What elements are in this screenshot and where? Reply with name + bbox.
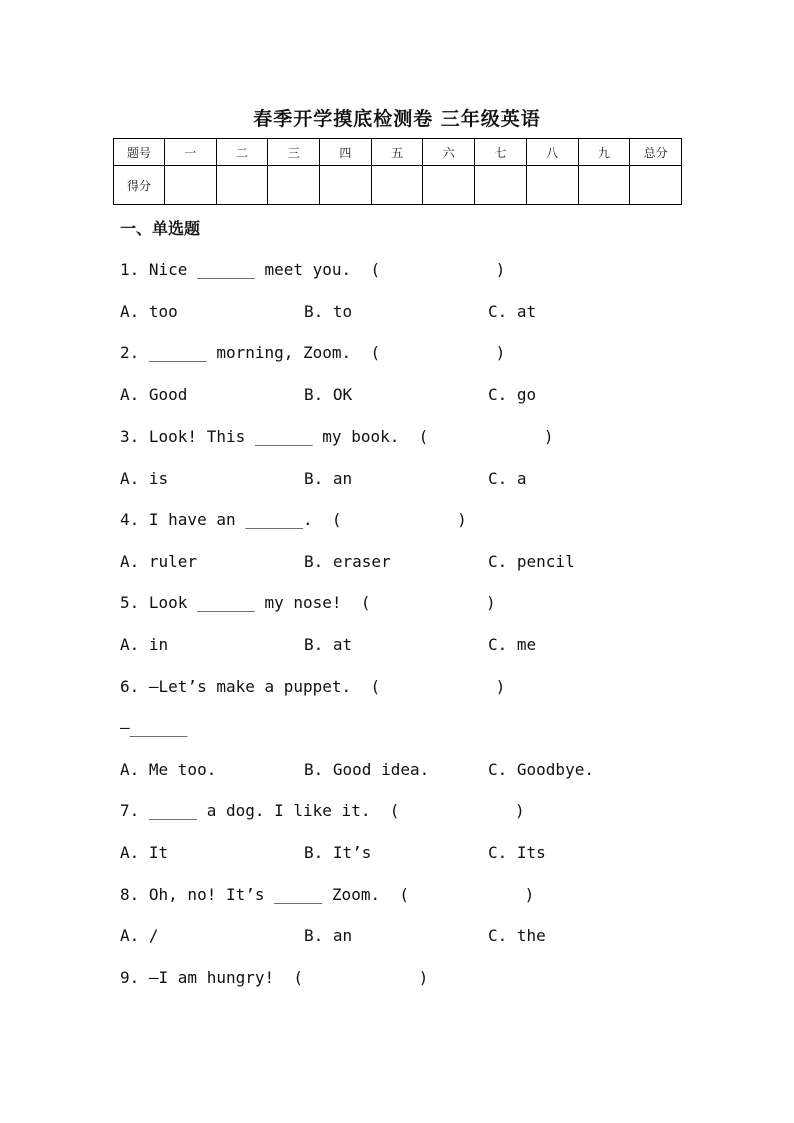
score-input-cell[interactable] <box>475 166 527 205</box>
question-3: 3. Look! This ______ my book. ( ) <box>120 427 554 446</box>
option-b: B. Good idea. <box>304 760 430 779</box>
score-table-cell: 题号 <box>114 139 165 166</box>
question-1: 1. Nice ______ meet you. ( ) <box>120 260 506 279</box>
option-b: B. OK <box>304 385 353 404</box>
option-c: C. Its <box>488 843 546 862</box>
question-5: 5. Look ______ my nose! ( ) <box>120 593 496 612</box>
score-table-cell: 一 <box>165 139 217 166</box>
option-b: B. to <box>304 302 353 321</box>
option-c: C. at <box>488 302 537 321</box>
score-input-cell[interactable] <box>320 166 372 205</box>
score-table-cell: 得分 <box>114 166 165 205</box>
option-a: A. / <box>120 926 159 945</box>
score-table-cell: 九 <box>578 139 630 166</box>
option-a: A. Good <box>120 385 188 404</box>
option-b: B. at <box>304 635 353 654</box>
option-b: B. an <box>304 469 353 488</box>
score-input-cell[interactable] <box>630 166 682 205</box>
question-2: 2. ______ morning, Zoom. ( ) <box>120 343 506 362</box>
option-a: A. is <box>120 469 169 488</box>
score-table-cell: 八 <box>526 139 578 166</box>
score-input-cell[interactable] <box>526 166 578 205</box>
option-c: C. Goodbye. <box>488 760 594 779</box>
question-4: 4. I have an ______. ( ) <box>120 510 467 529</box>
option-b: B. eraser <box>304 552 391 571</box>
score-table <box>113 138 682 205</box>
option-b: B. an <box>304 926 353 945</box>
score-table-cell: 二 <box>216 139 268 166</box>
option-a: A. It <box>120 843 169 862</box>
option-a: A. in <box>120 635 169 654</box>
score-table-cell: 五 <box>371 139 423 166</box>
option-a: A. too <box>120 302 178 321</box>
question-7: 7. _____ a dog. I like it. ( ) <box>120 801 525 820</box>
score-input-cell[interactable] <box>578 166 630 205</box>
section-title: 一、单选题 <box>120 219 201 238</box>
score-table-cell: 七 <box>475 139 527 166</box>
option-a: A. ruler <box>120 552 198 571</box>
option-c: C. the <box>488 926 546 945</box>
score-input-cell[interactable] <box>371 166 423 205</box>
question-6-response: —______ <box>120 718 188 737</box>
option-b: B. It’s <box>304 843 372 862</box>
option-c: C. go <box>488 385 537 404</box>
page-title: 春季开学摸底检测卷 三年级英语 <box>253 108 541 130</box>
question-8: 8. Oh, no! It’s _____ Zoom. ( ) <box>120 885 535 904</box>
option-a: A. Me too. <box>120 760 217 779</box>
option-c: C. me <box>488 635 537 654</box>
score-input-cell[interactable] <box>423 166 475 205</box>
score-table-score-row <box>114 166 682 205</box>
score-table-cell: 六 <box>423 139 475 166</box>
score-input-cell[interactable] <box>165 166 217 205</box>
option-c: C. a <box>488 469 527 488</box>
score-table-cell: 三 <box>268 139 320 166</box>
score-table-header-row <box>114 139 682 166</box>
score-input-cell[interactable] <box>216 166 268 205</box>
question-6: 6. —Let’s make a puppet. ( ) <box>120 677 506 696</box>
option-c: C. pencil <box>488 552 575 571</box>
question-9: 9. —I am hungry! ( ) <box>120 968 429 987</box>
score-table-cell: 四 <box>320 139 372 166</box>
score-table-cell: 总分 <box>630 139 682 166</box>
score-input-cell[interactable] <box>268 166 320 205</box>
